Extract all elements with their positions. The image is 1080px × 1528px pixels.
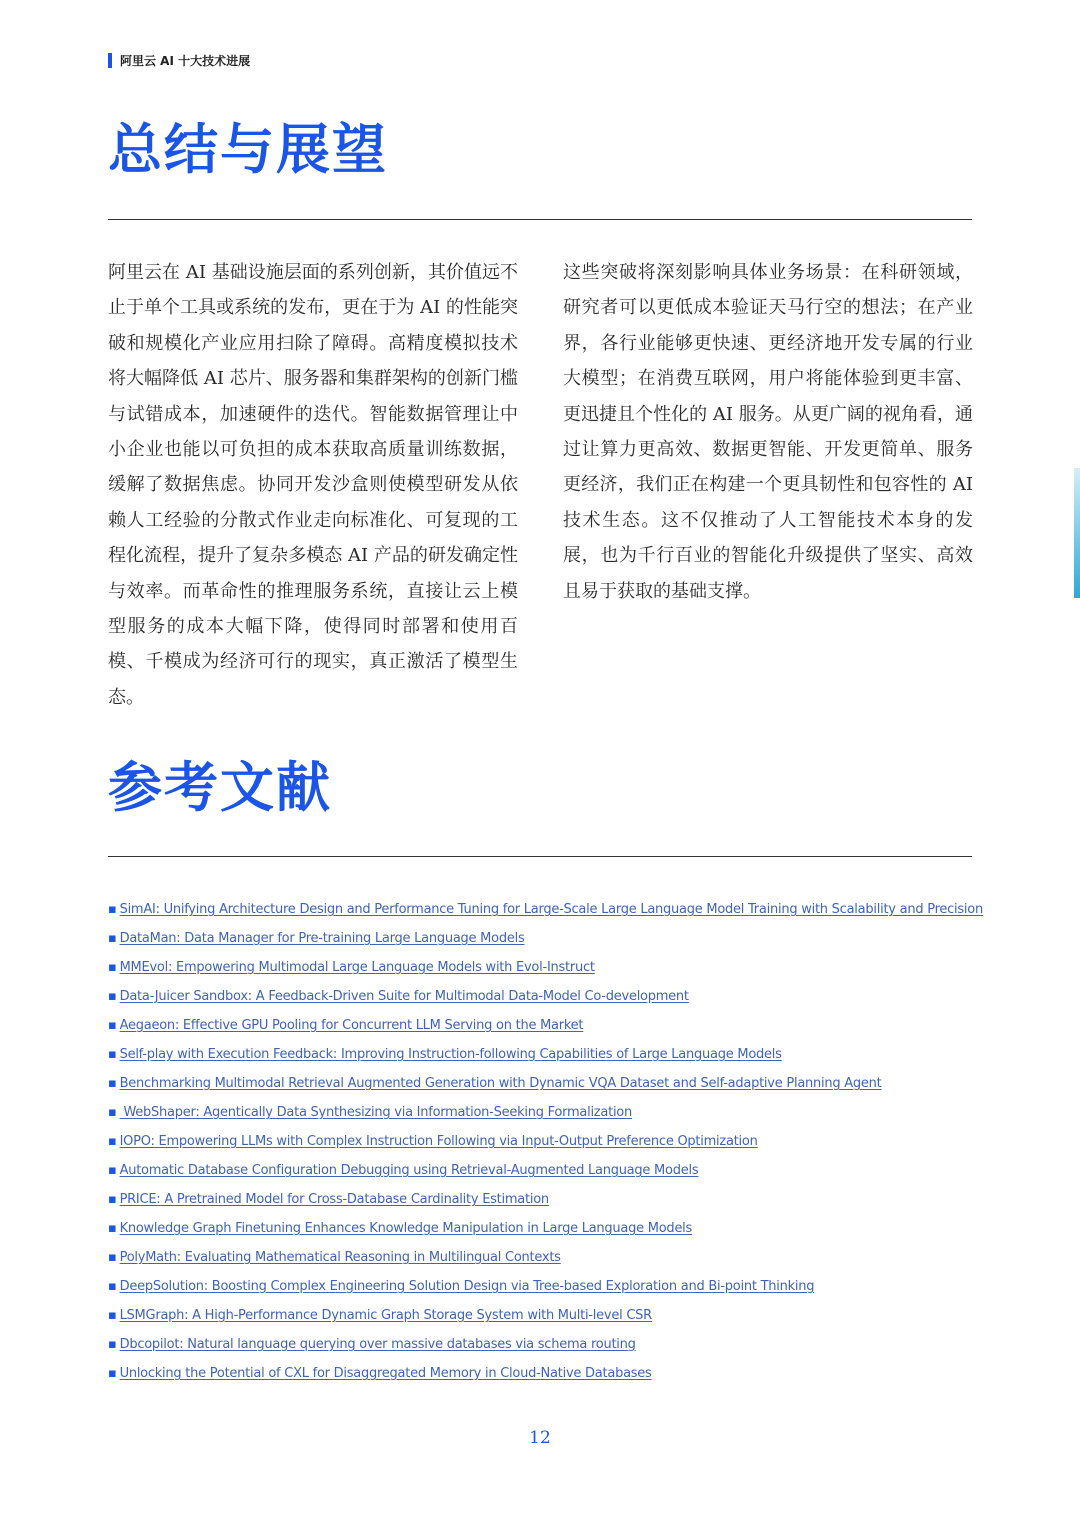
reference-item [108,1011,988,1040]
reference-link[interactable]: DataMan: Data Manager for Pre-training Large Language Models [119,931,525,946]
reference-link[interactable]: PolyMath: Evaluating Mathematical Reasoning in Multilingual Contexts [119,1250,561,1265]
summary-paragraph-left: 阿里云在 AI 基础设施层面的系列创新，其价值远不止于单个工具或系统的发布，更在于为 AI 的性能突破和规模化产业应用扫除了障碍。高精度模拟技术将大幅降低 AI 芯片、服务器和集群架构的创新门槛与试错成本，加速硬件的迭代。智能数据管理让中小企业也能以可负担的成本获取高质量训练数据，缓解了数据焦虑。协同开发沙盒则使模型研发从依赖人工经验的分散式作业走向标准化、可复现的工程化流程，提升了复杂多模态 AI 产品的研发确定性与效率。而革命性的推理服务系统，直接让云上模型服务的成本大幅下降，使得同时部署和使用百模、千模成为经济可行的现实，真正激活了模型生态。 [108,262,518,708]
reference-link[interactable]: Benchmarking Multimodal Retrieval Augmented Generation with Dynamic VQA Dataset and Self-adaptive Planning Agent [119,1076,882,1091]
bullet-icon: ▪ [108,1018,117,1033]
bullet-icon: ▪ [108,1192,117,1207]
reference-link[interactable]: Unlocking the Potential of CXL for Disaggregated Memory in Cloud-Native Databases [119,1366,652,1381]
edge-accent-decoration [1074,468,1080,598]
reference-item [108,1156,988,1185]
reference-link[interactable]: WebShaper: Agentically Data Synthesizing via Information-Seeking Formalization [119,1105,632,1120]
reference-item [108,953,988,982]
reference-item [108,1243,988,1272]
reference-link[interactable]: Automatic Database Configuration Debugging using Retrieval-Augmented Language Models [119,1163,699,1178]
summary-paragraph-right: 这些突破将深刻影响具体业务场景：在科研领域，研究者可以更低成本验证天马行空的想法；在产业界，各行业能够更快速、更经济地开发专属的行业大模型；在消费互联网，用户将能体验到更丰富、更迅捷且个性化的 AI 服务。从更广阔的视角看，通过让算力更高效、数据更智能、开发更简单、服务更经济，我们正在构建一个更具韧性和包容性的 AI 技术生态。这不仅推动了人工智能技术本身的发展，也为千行百业的智能化升级提供了坚实、高效且易于获取的基础支撑。 [563,262,973,602]
reference-item [108,1069,988,1098]
bullet-icon: ▪ [108,1308,117,1323]
bullet-icon: ▪ [108,960,117,975]
reference-item [108,895,988,924]
reference-link[interactable]: Dbcopilot: Natural language querying over massive databases via schema routing [119,1337,636,1352]
bullet-icon: ▪ [108,931,117,946]
reference-item [108,1040,988,1069]
reference-link[interactable]: LSMGraph: A High-Performance Dynamic Graph Storage System with Multi-level CSR [119,1308,652,1323]
bullet-icon: ▪ [108,1221,117,1236]
reference-item [108,1301,988,1330]
reference-link[interactable]: Self-play with Execution Feedback: Improving Instruction-following Capabilities of Large Language Models [119,1047,782,1062]
bullet-icon: ▪ [108,1279,117,1294]
reference-link[interactable]: SimAI: Unifying Architecture Design and Performance Tuning for Large-Scale Large Language Model Training with Scalability and Precision [119,902,983,917]
reference-link[interactable]: IOPO: Empowering LLMs with Complex Instruction Following via Input-Output Preference Optimization [119,1134,758,1149]
bullet-icon: ▪ [108,1163,117,1178]
reference-item [108,1185,988,1214]
page-number: 12 [529,1428,551,1448]
reference-item [108,1214,988,1243]
reference-link[interactable]: DeepSolution: Boosting Complex Engineering Solution Design via Tree-based Exploration and Bi-point Thinking [119,1279,815,1294]
reference-link[interactable]: Data-Juicer Sandbox: A Feedback-Driven Suite for Multimodal Data-Model Co-development [119,989,689,1004]
header-title: 阿里云 AI 十大技术进展 [120,53,251,68]
reference-item [108,1330,988,1359]
header-accent-bar [108,53,112,68]
summary-title: 总结与展望 [108,118,388,181]
reference-item [108,1272,988,1301]
reference-link[interactable]: Aegaeon: Effective GPU Pooling for Concurrent LLM Serving on the Market [119,1018,584,1033]
bullet-icon: ▪ [108,1250,117,1265]
reference-item [108,982,988,1011]
bullet-icon: ▪ [108,989,117,1004]
reference-link[interactable]: PRICE: A Pretrained Model for Cross-Database Cardinality Estimation [119,1192,549,1207]
bullet-icon: ▪ [108,1047,117,1062]
bullet-icon: ▪ [108,1337,117,1352]
reference-item [108,1127,988,1156]
reference-item [108,1098,988,1127]
reference-item [108,1359,988,1388]
reference-list [108,895,988,1388]
bullet-icon: ▪ [108,1076,117,1091]
bullet-icon: ▪ [108,902,117,917]
bullet-icon: ▪ [108,1105,117,1120]
reference-link[interactable]: MMEvol: Empowering Multimodal Large Language Models with Evol-Instruct [119,960,595,975]
running-header [108,50,250,70]
reference-item [108,924,988,953]
references-divider [108,856,972,857]
bullet-icon: ▪ [108,1366,117,1381]
summary-divider [108,219,972,220]
bullet-icon: ▪ [108,1134,117,1149]
references-title: 参考文献 [108,756,332,819]
reference-link[interactable]: Knowledge Graph Finetuning Enhances Knowledge Manipulation in Large Language Models [119,1221,693,1236]
